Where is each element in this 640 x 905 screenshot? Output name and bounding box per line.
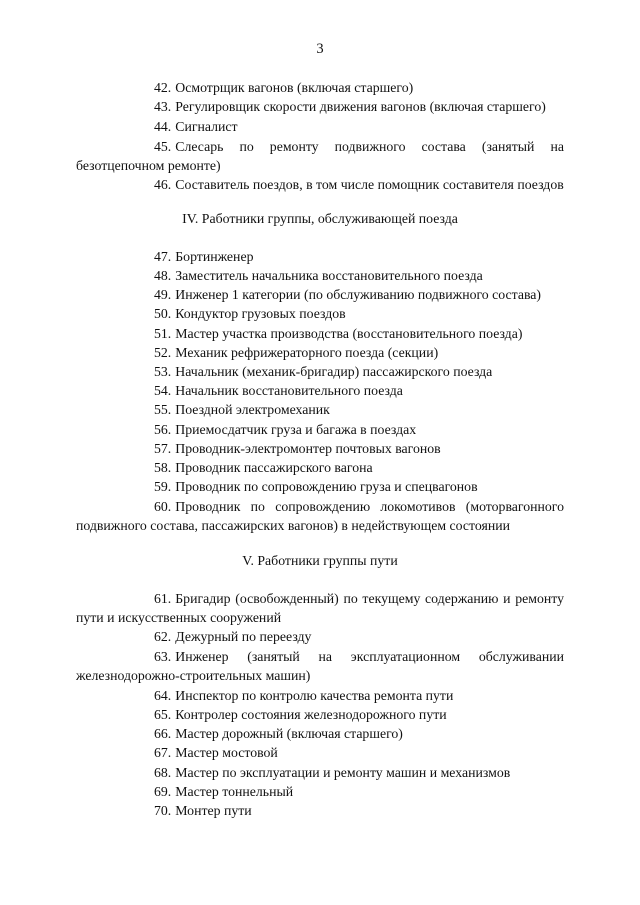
- list-item: [76, 497, 564, 535]
- item-text: Мастер тоннельный: [175, 784, 294, 799]
- item-number: 67.: [154, 745, 172, 760]
- item-text: Начальник (механик-бригадир) пассажирского поезда: [175, 364, 493, 379]
- list-item: [76, 686, 564, 705]
- item-number: 42.: [154, 80, 172, 95]
- list-item: [76, 589, 564, 627]
- list-item: [76, 324, 564, 343]
- list-item: [76, 78, 564, 97]
- list-item: [76, 647, 564, 685]
- item-text: Поездной электромеханик: [175, 402, 330, 417]
- list-item: [76, 477, 564, 496]
- item-number: 49.: [154, 287, 172, 302]
- item-number: 62.: [154, 629, 172, 644]
- list-item: [76, 266, 564, 285]
- item-text: Мастер дорожный (включая старшего): [175, 726, 403, 741]
- item-number: 51.: [154, 326, 172, 341]
- item-number: 55.: [154, 402, 172, 417]
- item-text: Проводник пассажирского вагона: [175, 460, 373, 475]
- list-item: [76, 627, 564, 646]
- item-number: 43.: [154, 99, 172, 114]
- item-number: 52.: [154, 345, 172, 360]
- list-item: [76, 117, 564, 136]
- list-item: [76, 763, 564, 782]
- item-text: Проводник по сопровождению груза и спецвагонов: [175, 479, 478, 494]
- item-text: Инспектор по контролю качества ремонта пути: [175, 688, 454, 703]
- item-number: 65.: [154, 707, 172, 722]
- item-text: Кондуктор грузовых поездов: [175, 306, 346, 321]
- item-text: Мастер участка производства (восстановительного поезда): [175, 326, 523, 341]
- item-text: Сигналист: [175, 119, 238, 134]
- item-text: Мастер по эксплуатации и ремонту машин и механизмов: [175, 765, 511, 780]
- list-item: [76, 175, 564, 194]
- list-item: [76, 285, 564, 304]
- item-text: Приемосдатчик груза и багажа в поездах: [175, 422, 417, 437]
- list-item: [76, 304, 564, 323]
- item-number: 57.: [154, 441, 172, 456]
- item-text: Контролер состояния железнодорожного пути: [175, 707, 447, 722]
- item-number: 44.: [154, 119, 172, 134]
- item-text: Механик рефрижераторного поезда (секции): [175, 345, 439, 360]
- item-number: 61.: [154, 591, 172, 606]
- item-text: Проводник-электромонтер почтовых вагонов: [175, 441, 441, 456]
- item-number: 60.: [154, 499, 172, 514]
- item-text: Проводник по сопровождению локомотивов (моторвагонного подвижного состава, пассажирских вагонов) в недействующем состоянии: [76, 499, 564, 534]
- item-text: Начальник восстановительного поезда: [175, 383, 403, 398]
- list-item: [76, 362, 564, 381]
- item-text: Бригадир (освобожденный) по текущему содержанию и ремонту пути и искусственных сооружений: [76, 591, 564, 626]
- item-text: Заместитель начальника восстановительного поезда: [175, 268, 483, 283]
- item-number: 56.: [154, 422, 172, 437]
- item-number: 46.: [154, 177, 172, 192]
- item-text: Регулировщик скорости движения вагонов (включая старшего): [175, 99, 546, 114]
- list-item: [76, 97, 564, 116]
- item-number: 68.: [154, 765, 172, 780]
- item-number: 48.: [154, 268, 172, 283]
- list-item: [76, 724, 564, 743]
- list-item: [76, 400, 564, 419]
- section-heading: IV. Работники группы, обслуживающей поезда: [182, 211, 458, 226]
- list-item: [76, 743, 564, 762]
- item-number: 70.: [154, 803, 172, 818]
- list-item: [76, 137, 564, 175]
- item-number: 63.: [154, 649, 172, 664]
- list-item: [76, 247, 564, 266]
- item-number: 66.: [154, 726, 172, 741]
- item-text: Составитель поездов, в том числе помощник составителя поездов: [175, 177, 564, 192]
- item-text: Монтер пути: [175, 803, 252, 818]
- list-item: [76, 420, 564, 439]
- item-text: Мастер мостовой: [175, 745, 278, 760]
- list-item: [76, 343, 564, 362]
- list-item: [76, 439, 564, 458]
- item-text: Слесарь по ремонту подвижного состава (занятый на безотцепочном ремонте): [76, 139, 564, 174]
- list-item: [76, 705, 564, 724]
- item-text: Инженер 1 категории (по обслуживанию подвижного состава): [175, 287, 542, 302]
- section-heading: V. Работники группы пути: [242, 553, 398, 568]
- list-item: [76, 458, 564, 477]
- item-number: 59.: [154, 479, 172, 494]
- item-text: Осмотрщик вагонов (включая старшего): [175, 80, 414, 95]
- item-number: 64.: [154, 688, 172, 703]
- item-number: 47.: [154, 249, 172, 264]
- item-text: Инженер (занятый на эксплуатационном обслуживании железнодорожно-строительных машин): [76, 649, 564, 684]
- item-text: Бортинженер: [175, 249, 254, 264]
- item-number: 54.: [154, 383, 172, 398]
- item-number: 69.: [154, 784, 172, 799]
- list-item: [76, 782, 564, 801]
- item-number: 50.: [154, 306, 172, 321]
- item-number: 45.: [154, 139, 172, 154]
- list-item: [76, 381, 564, 400]
- item-text: Дежурный по переезду: [175, 629, 312, 644]
- page-number: 3: [316, 41, 324, 57]
- item-number: 58.: [154, 460, 172, 475]
- list-item: [76, 801, 564, 820]
- item-number: 53.: [154, 364, 172, 379]
